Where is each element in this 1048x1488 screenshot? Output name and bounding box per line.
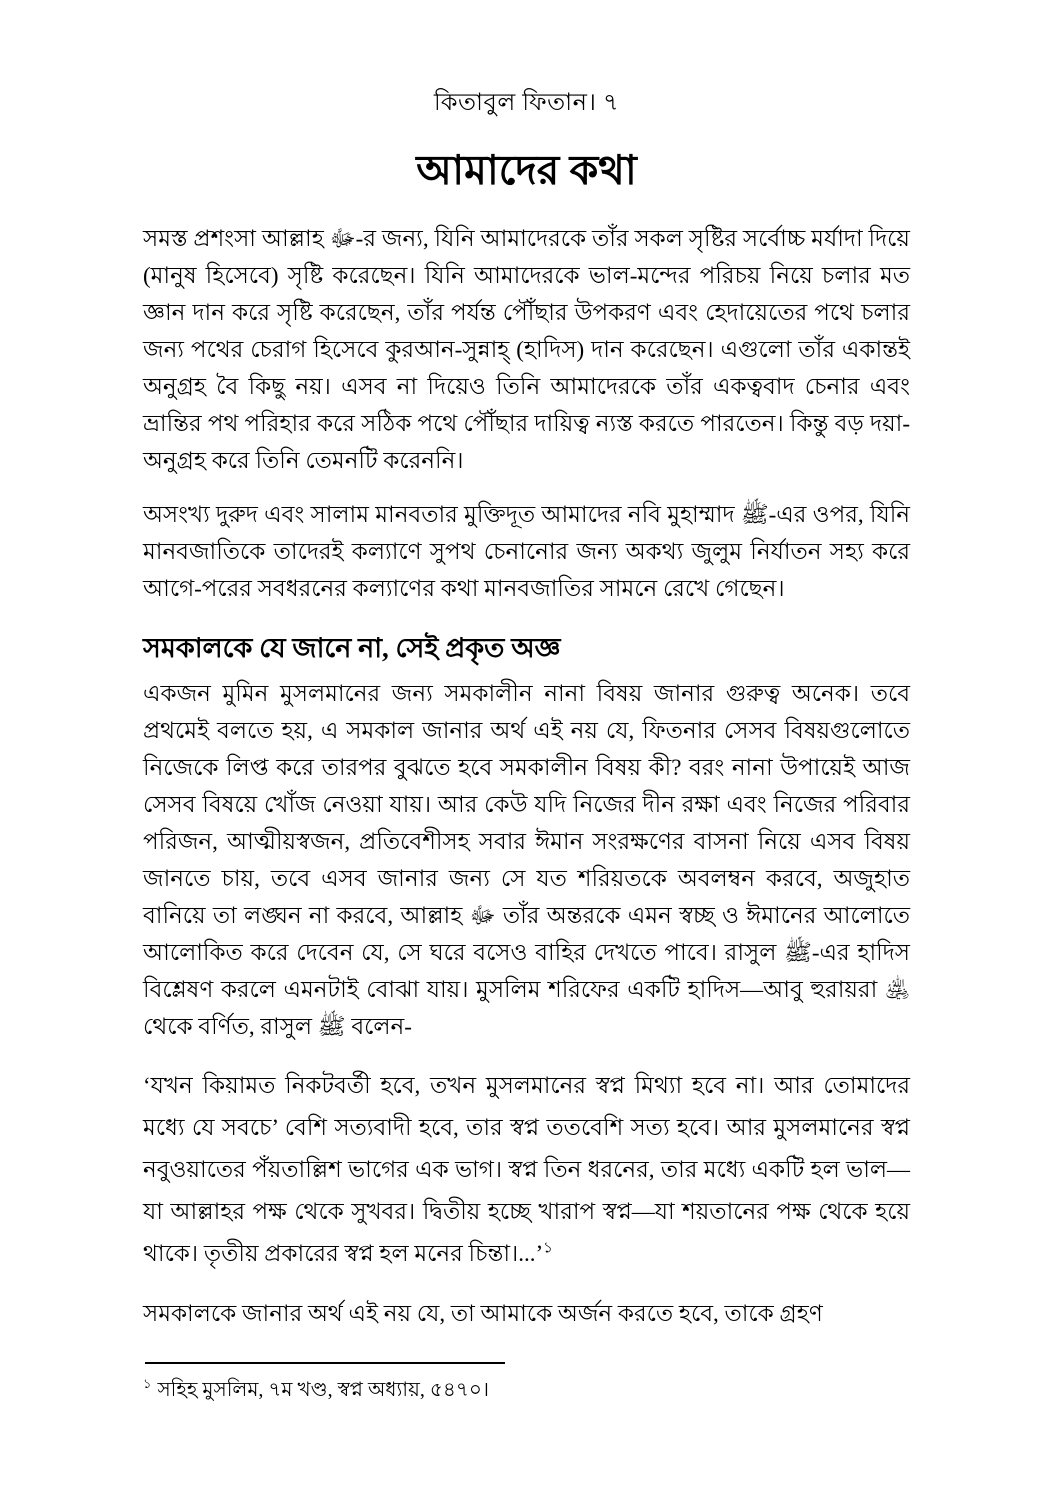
running-head: কিতাবুল ফিতান। ৭ — [433, 90, 620, 116]
paragraph-closing-line: সমকালকে জানার অর্থ এই নয় যে, তা আমাকে অর্জন করতে হবে, তাকে গ্রহণ — [143, 1301, 823, 1326]
footnote-block — [143, 1362, 910, 1404]
footnote-divider — [145, 1362, 505, 1364]
footnote-marker: ১ — [143, 1376, 152, 1392]
hadith-quote-text: ‘যখন কিয়ামত নিকটবর্তী হবে, তখন মুসলমানের স্বপ্ন মিথ্যা হবে না। আর তোমাদের মধ্যে যে সবচে’ বেশি সত্যবাদী হবে, তার স্বপ্ন ততবেশি সত্য হবে। আর মুসলমানের স্বপ্ন নবুওয়াতের পঁয়তাল্লিশ ভাগের এক ভাগ। স্বপ্ন তিন ধরনের, তার মধ্যে একটি হল ভাল—যা আল্লাহর পক্ষ থেকে সুখবর। দ্বিতীয় হচ্ছে খারাপ স্বপ্ন—যা শয়তানের পক্ষ থেকে হয়ে থাকে। তৃতীয় প্রকারের স্বপ্ন হল মনের চিন্তা।...’ — [143, 1073, 910, 1266]
hadith-quote — [143, 1065, 910, 1275]
paragraph-praise: সমস্ত প্রশংসা আল্লাহ ﷻ-র জন্য, যিনি আমাদেরকে তাঁর সকল সৃষ্টির সর্বোচ্চ মর্যাদা দিয়ে (মানুষ হিসেবে) সৃষ্টি করেছেন। যিনি আমাদেরকে ভাল-মন্দের পরিচয় নিয়ে চলার মত জ্ঞান দান করে সৃষ্টি করেছেন, তাঁর পর্যন্ত পৌঁছার উপকরণ এবং হেদায়েতের পথে চলার জন্য পথের চেরাগ হিসেবে কুরআন-সুন্নাহ্ (হাদিস) দান করেছেন। এগুলো তাঁর একান্তই অনুগ্রহ বৈ কিছু নয়। এসব না দিয়েও তিনি আমাদেরকে তাঁর একত্ববাদ চেনার এবং ভ্রান্তির পথ পরিহার করে সঠিক পথে পৌঁছার দায়িত্ব ন্যস্ত করতে পারতেন। কিন্তু বড় দয়া-অনুগ্রহ করে তিনি তেমনটি করেননি। — [143, 226, 910, 473]
paragraph-importance-of-knowing-times: একজন মুমিন মুসলমানের জন্য সমকালীন নানা বিষয় জানার গুরুত্ব অনেক। তবে প্রথমেই বলতে হয়, এ সমকাল জানার অর্থ এই নয় যে, ফিতনার সেসব বিষয়গুলোতে নিজেকে লিপ্ত করে তারপর বুঝতে হবে সমকালীন বিষয় কী? বরং নানা উপায়েই আজ সেসব বিষয়ে খোঁজ নেওয়া যায়। আর কেউ যদি নিজের দীন রক্ষা এবং নিজের পরিবার পরিজন, আত্মীয়স্বজন, প্রতিবেশীসহ সবার ঈমান সংরক্ষণের বাসনা নিয়ে এসব বিষয় জানতে চায়, তবে এসব জানার জন্য সে যত শরিয়তকে অবলম্বন করবে, অজুহাত বানিয়ে তা লঙ্ঘন না করবে, আল্লাহ ﷻ তাঁর অন্তরকে এমন স্বচ্ছ ও ঈমানের আলোতে আলোকিত করে দেবেন যে, সে ঘরে বসেও বাহির দেখতে পাবে। রাসুল ﷺ-এর হাদিস বিশ্লেষণ করলে এমনটাই বোঝা যায়। মুসলিম শরিফের একটি হাদিস—আবু হুরায়রা ﵁ থেকে বর্ণিত, রাসুল ﷺ বলেন- — [143, 681, 910, 1039]
footnote-citation: সহিহ মুসলিম, ৭ম খণ্ড, স্বপ্ন অধ্যায়, ৫৪৭০। — [157, 1379, 489, 1401]
footnote — [143, 1376, 910, 1404]
footnote-reference: ১ — [543, 1240, 553, 1257]
section-heading: সমকালকে যে জানে না, সেই প্রকৃত অজ্ঞ — [143, 633, 561, 663]
paragraph-salutation: অসংখ্য দুরুদ এবং সালাম মানবতার মুক্তিদূত আমাদের নবি মুহাম্মাদ ﷺ-এর ওপর, যিনি মানবজাতিকে তাদেরই কল্যাণে সুপথ চেনানোর জন্য অকথ্য জুলুম নির্যাতন সহ্য করে আগে-পরের সবধরনের কল্যাণের কথা মানবজাতির সামনে রেখে গেছেন। — [143, 502, 911, 601]
page-title: আমাদের কথা — [416, 147, 637, 193]
